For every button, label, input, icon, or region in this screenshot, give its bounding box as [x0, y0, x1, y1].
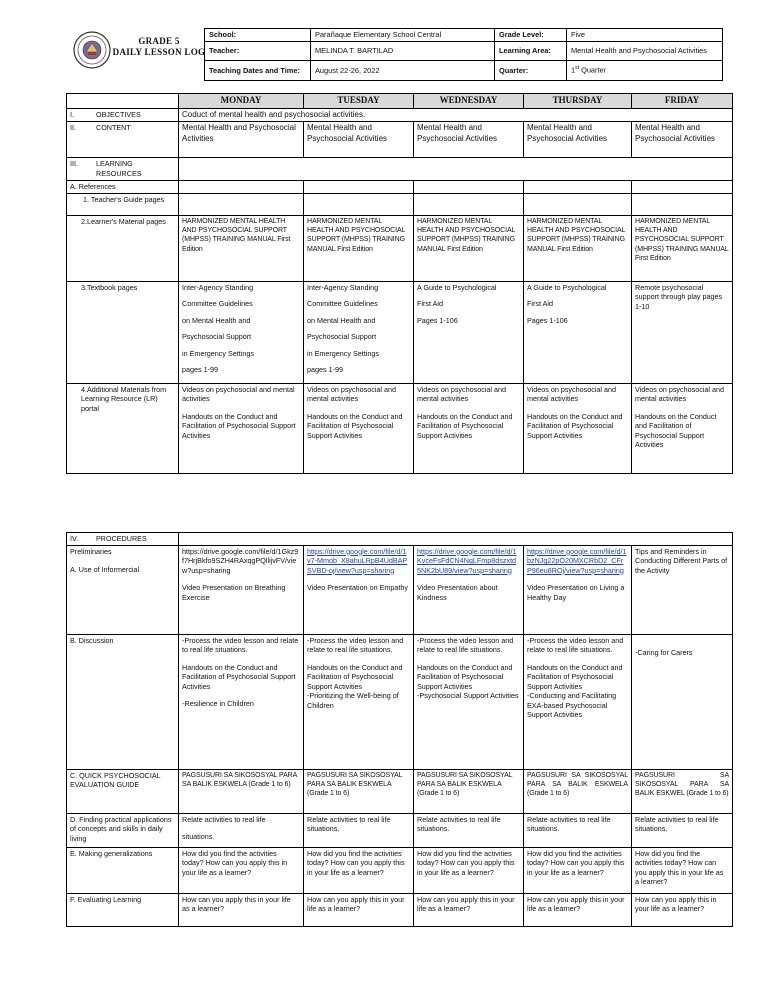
content-wed: Mental Health and Psychosocial Activities [414, 122, 524, 158]
additional-wed-videos: Videos on psychosocial and mental activities [417, 384, 506, 404]
procedures-blank [179, 533, 733, 546]
content-mon: Mental Health and Psychosocial Activities [179, 122, 304, 158]
evaluating-thu: How can you apply this in your life as a learner? [524, 893, 632, 926]
discussion-wed-line: -Process the video lesson and relate to real life situations. [417, 635, 514, 654]
day-thursday: THURSDAY [524, 94, 632, 109]
discussion-tue-line: -Process the video lesson and relate to real life situations. [307, 635, 404, 654]
textbook-thu-line: Pages 1-106 [527, 315, 568, 325]
textbook-mon-line: on Mental Health and [182, 315, 251, 325]
day-header-row [67, 94, 733, 109]
practical-wed: Relate activities to real life situations. [414, 813, 524, 847]
informercial-fri-note: Tips and Reminders in Conducting Different Parts of the Activity [635, 546, 728, 575]
textbook-tue-line: Committee Guidelines [307, 299, 378, 309]
textbook-tue-line: Psychosocial Support [307, 332, 377, 342]
informercial-label: A. Use of Informercial [70, 565, 140, 574]
informercial-wed-note: Video Presentation about Kindness [417, 583, 498, 602]
dates-value: August 22-26, 2022 [311, 61, 495, 81]
grade-title: GRADE 5 [138, 36, 180, 46]
practical-row [67, 813, 733, 847]
lesson-table-part1 [66, 93, 733, 474]
additional-tue [304, 383, 414, 473]
day-friday: FRIDAY [632, 94, 733, 109]
learners-material-fri: HARMONIZED MENTAL HEALTH AND PSYCHOSOCIAL SUPPORT (MHPSS) TRAINING MANUAL First Edition [632, 215, 733, 281]
references-thu [524, 181, 632, 194]
learners-material-mon: HARMONIZED MENTAL HEALTH AND PSYCHOSOCIAL SUPPORT (MHPSS) TRAINING MANUAL First Edition [179, 215, 304, 281]
content-tue: Mental Health and Psychosocial Activities [304, 122, 414, 158]
generalization-wed: How did you find the activities today? How can you apply this in your life as a learner? [414, 847, 524, 893]
discussion-wed-line: Handouts on the Conduct and Facilitation of Psychosocial Support Activities [417, 662, 513, 691]
discussion-row [67, 634, 733, 769]
content-row [67, 122, 733, 158]
learning-area-label: Learning Area: [495, 42, 567, 61]
quick-evaluation-row [67, 769, 733, 813]
textbook-mon [179, 281, 304, 383]
discussion-tue-line: -Prioritizing the Well-being of Children [307, 691, 399, 710]
content-fri: Mental Health and Psychosocial Activities [632, 122, 733, 158]
discussion-mon-line: Handouts on the Conduct and Facilitation of Psychosocial Support Activities [182, 662, 296, 691]
additional-thu [524, 383, 632, 473]
textbook-tue-line: in Emergency Settings [307, 348, 379, 358]
objectives-value: Coduct of mental health and psychosocial activities. [179, 108, 733, 122]
evaluating-tue: How can you apply this in your life as a learner? [304, 893, 414, 926]
textbook-wed-line: First Aid [417, 299, 443, 309]
grade-level-label: Grade Level: [495, 29, 567, 42]
textbook-mon-line: Committee Guidelines [182, 299, 253, 309]
day-monday: MONDAY [179, 94, 304, 109]
additional-tue-videos: Videos on psychosocial and mental activities [307, 384, 396, 404]
informercial-mon-link[interactable]: https://drive.google.com/file/d/1Gkz9f7HrjBkfo9SZH4RAxqgPQllijvFV/view?usp=sharing [182, 546, 299, 575]
references-fri [632, 181, 733, 194]
textbook-wed-line: Pages 1-106 [417, 315, 458, 325]
textbook-mon-line: in Emergency Settings [182, 348, 254, 358]
teacher-label: Teacher: [205, 42, 311, 61]
textbook-mon-line: Inter-Agency Standing [182, 282, 254, 292]
generalization-mon: How did you find the activities today? How can you apply this in your life as a learner? [179, 847, 304, 893]
additional-materials-row [67, 383, 733, 473]
informercial-label-cell [67, 545, 179, 634]
references-tue [304, 181, 414, 194]
procedures-text: PROCEDURES [96, 534, 147, 543]
learning-resources-blank [179, 158, 733, 181]
quick-evaluation-tue: PAGSUSURI SA SIKOSOSYAL PARA SA BALIK ESKWELA (Grade 1 to 6) [304, 769, 414, 813]
discussion-tue-line: Handouts on the Conduct and Facilitation of Psychosocial Support Activities [307, 662, 403, 691]
textbook-tue-line: Inter-Agency Standing [307, 282, 379, 292]
informercial-thu [524, 545, 632, 634]
textbook-thu-line: A Guide to Psychological [527, 282, 607, 292]
discussion-mon-line: -Process the video lesson and relate to real life situations. [182, 635, 299, 654]
additional-mon-handouts: Handouts on the Conduct and Facilitation of Psychosocial Support Activities [182, 411, 296, 440]
day-wednesday: WEDNESDAY [414, 94, 524, 109]
day-tuesday: TUESDAY [304, 94, 414, 109]
textbook-tue-line: pages 1-99 [307, 365, 343, 375]
quick-evaluation-mon: PAGSUSURI SA SIKOSOSYAL PARA SA BALIK ESKWELA (Grade 1 to 6) [179, 769, 304, 813]
dates-label: Teaching Dates and Time: [205, 61, 311, 81]
generalization-fri: How did you find the activities today? How can you apply this in your life as a learner? [632, 847, 733, 893]
deped-seal-logo [72, 30, 112, 70]
textbook-wed [414, 281, 524, 383]
references-mon [179, 181, 304, 194]
log-title: DAILY LESSON LOG [112, 47, 206, 58]
objectives-row [67, 108, 733, 122]
textbook-row [67, 281, 733, 383]
teachers-guide-fri [632, 193, 733, 215]
quick-evaluation-thu: PAGSUSURI SA SIKOSOSYAL PARA SA BALIK ESKWELA (Grade 1 to 6) [524, 769, 632, 813]
teachers-guide-thu [524, 193, 632, 215]
content-text: CONTENT [96, 123, 131, 133]
discussion-label: B. Discussion [67, 634, 179, 769]
header-info-table [204, 28, 723, 81]
practical-fri: Relate activities to real life situations. [632, 813, 733, 847]
references-row [67, 181, 733, 194]
discussion-mon-line: -Resilience in Children [182, 699, 254, 708]
discussion-mon [179, 634, 304, 769]
quarter-sup: st [575, 65, 580, 72]
additional-tue-handouts: Handouts on the Conduct and Facilitation of Psychosocial Support Activities [307, 411, 403, 440]
additional-wed-handouts: Handouts on the Conduct and Facilitation of Psychosocial Support Activities [417, 411, 513, 440]
quick-evaluation-fri: PAGSUSURI SA SIKOSOSYAL PARA SA BALIK ESKWEL (Grade 1 to 6) [632, 769, 733, 813]
discussion-thu-line: Handouts on the Conduct and Facilitation of Psychosocial Support Activities [527, 662, 623, 691]
informercial-thu-link[interactable]: https://drive.google.com/file/d/1bzNJg22pO20MXCRbD2_CFrP96eu8ROj/view?usp=sharing [527, 546, 627, 575]
additional-thu-handouts: Handouts on the Conduct and Facilitation of Psychosocial Support Activities [527, 411, 623, 440]
discussion-thu-line: -Process the video lesson and relate to real life situations. [527, 635, 624, 654]
generalization-tue: How did you find the activities today? How can you apply this in your life as a learner? [304, 847, 414, 893]
teachers-guide-tue [304, 193, 414, 215]
discussion-wed [414, 634, 524, 769]
textbook-tue [304, 281, 414, 383]
procedures-num: IV. [70, 534, 79, 543]
content-thu: Mental Health and Psychosocial Activities [524, 122, 632, 158]
practical-label: D. Finding practical applications of concepts and skills in daily living [67, 813, 179, 847]
objectives-label [67, 108, 179, 122]
discussion-fri [632, 634, 733, 769]
evaluating-mon: How can you apply this in your life as a learner? [179, 893, 304, 926]
informercial-thu-note: Video Presentation on Living a Healthy Day [527, 583, 625, 602]
additional-mon [179, 383, 304, 473]
informercial-tue-note: Video Presentation on Empathy [307, 583, 408, 592]
additional-mon-videos: Videos on psychosocial and mental activities [182, 384, 295, 404]
references-wed [414, 181, 524, 194]
textbook-thu [524, 281, 632, 383]
generalization-label: E. Making generalizations [67, 847, 179, 893]
teacher-value: MELINDA T. BARTILAD [311, 42, 495, 61]
quarter-label: Quarter: [495, 61, 567, 81]
discussion-tue [304, 634, 414, 769]
additional-wed [414, 383, 524, 473]
textbook-thu-line: First Aid [527, 299, 553, 309]
practical-thu: Relate activities to real life situations. [524, 813, 632, 847]
learners-material-tue: HARMONIZED MENTAL HEALTH AND PSYCHOSOCIAL SUPPORT (MHPSS) TRAINING MANUAL First Edition [304, 215, 414, 281]
content-label [67, 122, 179, 158]
additional-fri-videos: Videos on psychosocial and mental activities [635, 384, 724, 404]
textbook-mon-line: pages 1-99 [182, 365, 218, 375]
informercial-row [67, 545, 733, 634]
quick-evaluation-wed: PAGSUSURI SA SIKOSOSYAL PARA SA BALIK ESKWELA (Grade 1 to 6) [414, 769, 524, 813]
discussion-wed-line: -Psychosocial Support Activities [417, 691, 519, 700]
additional-materials-label: 4.Additional Materials from Learning Resource (LR) portal [67, 383, 179, 473]
quarter-rest: Quarter [579, 65, 607, 75]
corner-cell [67, 94, 179, 109]
quarter-num: 1 [571, 65, 576, 75]
practical-mon-line2: situations. [182, 832, 215, 841]
discussion-thu [524, 634, 632, 769]
textbook-fri: Remote psychosocial support through play pages 1-10 [632, 281, 733, 383]
generalization-row [67, 847, 733, 893]
informercial-wed [414, 545, 524, 634]
informercial-fri [632, 545, 733, 634]
objectives-num: I. [70, 109, 74, 119]
content-num: II. [70, 123, 76, 133]
informercial-wed-link[interactable]: https://drive.google.com/file/d/1KvceFsFdCN4NqLFmp8dszxtd5NK2bU89/view?usp=sharing [417, 546, 517, 575]
learning-area-value: Mental Health and Psychosocial Activities [567, 42, 723, 61]
school-value: Parañaque Elementary School Central [311, 29, 495, 42]
quick-evaluation-label: C. QUICK PSYCHOSOCIAL EVALUATION GUIDE [67, 769, 179, 813]
evaluating-label: F. Evaluating Learning [67, 893, 179, 926]
informercial-mon-note: Video Presentation on Breathing Exercise [182, 583, 286, 602]
informercial-mon [179, 545, 304, 634]
informercial-tue-link[interactable]: https://drive.google.com/file/d/1v7-Mmob_X8ahuLRpB4UdBAPSVBD-oj/view?usp=sharing [307, 546, 408, 575]
objectives-text: OBJECTIVES [96, 109, 141, 119]
learners-material-row [67, 215, 733, 281]
teachers-guide-row [67, 193, 733, 215]
additional-thu-videos: Videos on psychosocial and mental activities [527, 384, 616, 404]
textbook-mon-line: Psychosocial Support [182, 332, 252, 342]
textbook-label: 3.Textbook pages [67, 281, 179, 383]
teachers-guide-label: 1. Teacher's Guide pages [67, 193, 179, 215]
evaluating-fri: How can you apply this in your life as a learner? [632, 893, 733, 926]
teachers-guide-wed [414, 193, 524, 215]
lesson-table-part2 [66, 532, 733, 927]
procedures-label [67, 533, 179, 546]
learners-material-thu: HARMONIZED MENTAL HEALTH AND PSYCHOSOCIAL SUPPORT (MHPSS) TRAINING MANUAL First Edition [524, 215, 632, 281]
additional-fri-handouts: Handouts on the Conduct and Facilitation of Psychosocial Support Activities [635, 411, 717, 450]
discussion-thu-line: -Conducting and Facilitating EXA-based Psychosocial Support Activities [527, 691, 617, 719]
learning-resources-row [67, 158, 733, 181]
references-label: A. References [67, 181, 179, 194]
preliminaries-label: Preliminaries [70, 546, 112, 556]
evaluating-row [67, 893, 733, 926]
grade-level-value: Five [567, 29, 723, 42]
evaluating-wed: How can you apply this in your life as a learner? [414, 893, 524, 926]
learning-resources-text: LEARNING RESOURCES [96, 159, 142, 178]
discussion-fri-line: -Caring for Carers [635, 647, 693, 657]
additional-fri [632, 383, 733, 473]
practical-mon-line1: Relate activities to real life [182, 814, 266, 824]
learners-material-label: 2.Learner's Material pages [67, 215, 179, 281]
learning-resources-num: III. [70, 159, 78, 169]
textbook-tue-line: on Mental Health and [307, 315, 376, 325]
learning-resources-label [67, 158, 179, 181]
informercial-tue [304, 545, 414, 634]
quarter-value [567, 61, 723, 81]
document-title [112, 36, 206, 59]
learners-material-wed: HARMONIZED MENTAL HEALTH AND PSYCHOSOCIAL SUPPORT (MHPSS) TRAINING MANUAL First Edition [414, 215, 524, 281]
procedures-row [67, 533, 733, 546]
teachers-guide-mon [179, 193, 304, 215]
generalization-thu: How did you find the activities today? How can you apply this in your life as a learner? [524, 847, 632, 893]
textbook-wed-line: A Guide to Psychological [417, 282, 497, 292]
school-label: School: [205, 29, 311, 42]
practical-tue: Relate activities to real life situations. [304, 813, 414, 847]
practical-mon [179, 813, 304, 847]
